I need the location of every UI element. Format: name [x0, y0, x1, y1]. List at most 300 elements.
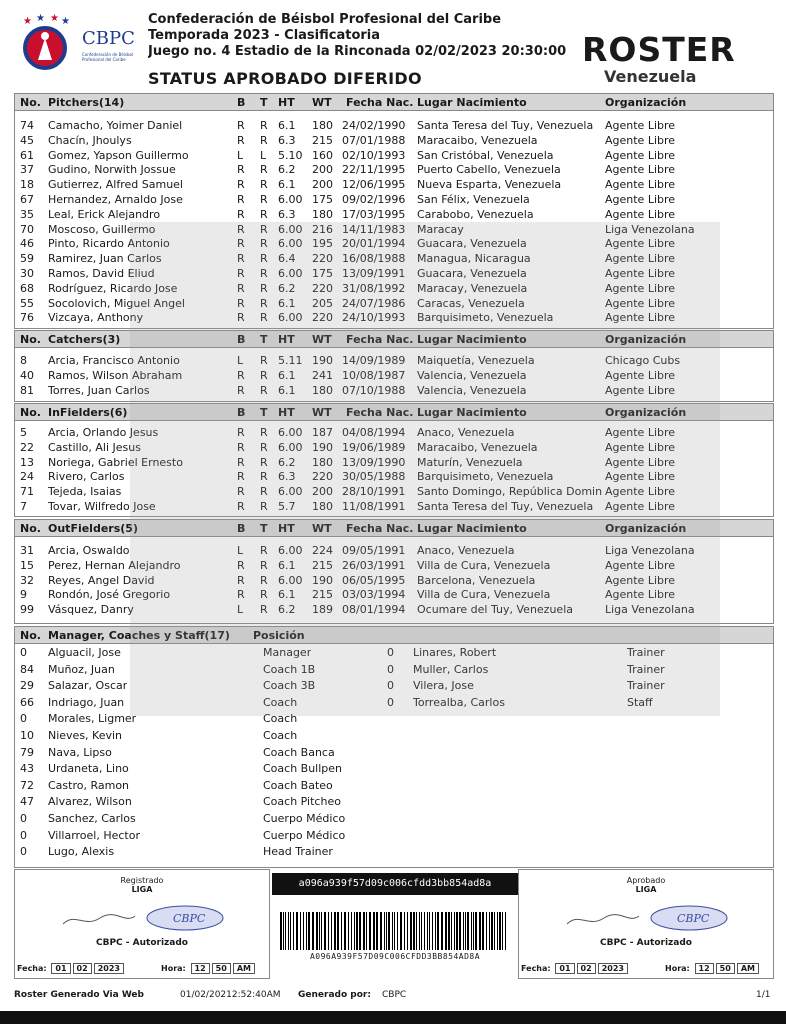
aprobado-label: Aprobado	[626, 876, 666, 885]
barcode-bar	[424, 912, 425, 950]
cell-fecha: 24/07/1986	[342, 296, 406, 310]
barcode-bar	[435, 912, 436, 950]
staff-row	[15, 712, 775, 727]
cell-name: Gutierrez, Alfred Samuel	[48, 178, 183, 192]
cell-no: 68	[20, 281, 34, 295]
barcode-bar	[471, 912, 472, 950]
table-row	[15, 603, 775, 618]
cell-t: R	[260, 237, 268, 251]
cell-t: R	[260, 368, 268, 382]
cell-t: R	[260, 207, 268, 221]
cell-wt: 175	[312, 267, 333, 280]
col-no: No.	[20, 96, 41, 109]
cell-ht: 6.00	[278, 544, 303, 557]
cell-name: Castillo, Ali Jesus	[48, 440, 141, 454]
staff-row	[15, 679, 775, 694]
section-title: Manager, Coaches y Staff(17)	[48, 629, 230, 642]
staff-position: Staff	[627, 695, 653, 709]
table-row	[15, 354, 775, 369]
cell-ht: 6.00	[278, 237, 303, 251]
cell-org: Agente Libre	[605, 573, 676, 587]
cell-b: R	[237, 440, 245, 454]
cell-lugar: Barcelona, Venezuela	[417, 573, 536, 587]
cell-fecha: 04/08/1994	[342, 426, 406, 439]
hora-ampm: AM	[737, 963, 759, 974]
cell-ht: 6.1	[278, 178, 296, 192]
cell-fecha: 17/03/1995	[342, 207, 406, 221]
staff-position: Head Trainer	[263, 845, 333, 859]
cell-name: Vásquez, Danry	[48, 603, 134, 617]
cell-ht: 6.00	[278, 311, 303, 325]
barcode-bar	[348, 912, 349, 950]
cell-no: 99	[20, 603, 34, 617]
staff-no: 0	[20, 712, 27, 726]
cell-name: Socolovich, Miguel Angel	[48, 296, 185, 310]
cell-no: 55	[20, 296, 34, 310]
cell-name: Torres, Juan Carlos	[48, 383, 150, 397]
autorizado-right: CBPC - Autorizado	[600, 938, 692, 948]
cell-t: R	[260, 354, 268, 367]
staff-row	[15, 696, 775, 711]
staff-no: 10	[20, 729, 34, 742]
table-row	[15, 369, 775, 384]
cell-fecha: 09/02/1996	[342, 193, 406, 206]
cell-name: Vizcaya, Anthony	[48, 311, 144, 325]
cell-b: R	[237, 455, 245, 469]
staff-position: Coach 3B	[263, 679, 316, 693]
cell-name: Ramos, Wilson Abraham	[48, 368, 183, 382]
cell-org: Agente Libre	[605, 281, 676, 295]
table-row	[15, 441, 775, 456]
barcode-bar	[491, 912, 493, 950]
staff-name: Torrealba, Carlos	[413, 695, 505, 709]
cell-no: 32	[20, 573, 34, 587]
cell-fecha: 24/02/1990	[342, 119, 406, 132]
cell-lugar: Santa Teresa del Tuy, Venezuela	[417, 500, 594, 513]
cell-ht: 6.00	[278, 440, 303, 454]
cell-fecha: 07/10/1988	[342, 383, 406, 397]
cell-ht: 5.10	[278, 148, 303, 162]
table-row	[15, 559, 775, 574]
col-lugar: Lugar Nacimiento	[417, 406, 527, 419]
cell-b: R	[237, 163, 245, 177]
table-row	[15, 544, 775, 559]
cell-b: R	[237, 252, 245, 266]
barcode-bar	[463, 912, 464, 950]
cell-ht: 6.00	[278, 193, 303, 206]
registrado-label: Registrado	[120, 876, 164, 885]
barcode-bar	[331, 912, 332, 950]
hora-hour: 12	[695, 963, 714, 974]
barcode-bar	[432, 912, 433, 950]
cell-org: Agente Libre	[605, 588, 676, 602]
cell-fecha: 07/01/1988	[342, 133, 406, 147]
cell-name: Arcia, Orlando Jesus	[48, 426, 159, 439]
barcode-bar	[421, 912, 422, 950]
barcode-bar	[499, 912, 501, 950]
col-org: Organización	[605, 522, 687, 535]
staff-position: Coach Bateo	[263, 778, 333, 792]
cell-lugar: Villa de Cura, Venezuela	[417, 588, 551, 602]
cell-t: R	[260, 485, 268, 499]
staff-name: Salazar, Oscar	[48, 679, 128, 693]
col-org: Organización	[605, 406, 687, 419]
cell-lugar: Maracaibo, Venezuela	[417, 133, 538, 147]
cell-b: L	[237, 603, 244, 617]
barcode-bar	[312, 912, 314, 950]
cell-wt: 220	[312, 311, 333, 325]
cell-lugar: Anaco, Venezuela	[417, 426, 515, 439]
cell-b: R	[237, 426, 245, 439]
staff-name: Urdaneta, Lino	[48, 762, 129, 776]
hora-hour: 12	[191, 963, 210, 974]
cell-lugar: Guacara, Venezuela	[417, 237, 527, 251]
cell-ht: 6.00	[278, 426, 303, 439]
outfielders-header	[14, 519, 774, 537]
barcode-bar	[290, 912, 291, 950]
infielders-table	[14, 421, 774, 517]
cell-fecha: 14/11/1983	[342, 222, 406, 236]
col-no: No.	[20, 333, 41, 346]
cell-wt: 180	[312, 455, 333, 469]
cell-org: Liga Venezolana	[605, 544, 695, 557]
cell-ht: 5.7	[278, 500, 296, 513]
cell-b: R	[237, 500, 245, 513]
cell-org: Agente Libre	[605, 470, 676, 484]
cell-lugar: Anaco, Venezuela	[417, 544, 515, 557]
staff-name: Muñoz, Juan	[48, 662, 115, 676]
barcode-bar	[489, 912, 490, 950]
cell-org: Agente Libre	[605, 383, 676, 397]
cell-fecha: 12/06/1995	[342, 178, 406, 192]
barcode-bar	[316, 912, 318, 950]
barcode-bar	[467, 912, 469, 950]
cell-wt: 215	[312, 558, 333, 572]
staff-row	[15, 829, 775, 844]
cell-fecha: 22/11/1995	[342, 163, 406, 177]
barcode-bar	[413, 912, 415, 950]
staff-name: Linares, Robert	[413, 646, 497, 659]
footer-generated-by-label: Generado por:	[298, 990, 371, 1000]
barcode-bar	[354, 912, 355, 950]
staff-row	[15, 729, 775, 744]
header-season: Temporada 2023 - Clasificatoria	[148, 28, 381, 43]
cell-b: R	[237, 178, 245, 192]
cell-ht: 5.11	[278, 354, 303, 367]
staff-name: Lugo, Alexis	[48, 845, 115, 859]
barcode-bar	[429, 912, 430, 950]
cell-org: Agente Libre	[605, 133, 676, 147]
infielders-header	[14, 403, 774, 421]
col-org: Organización	[605, 96, 687, 109]
svg-text:★: ★	[61, 16, 70, 27]
cell-lugar: Barquisimeto, Venezuela	[417, 470, 554, 484]
fecha-label: Fecha:	[17, 964, 47, 973]
cell-no: 70	[20, 222, 34, 236]
stamp-text: CBPC	[677, 912, 710, 925]
cell-no: 74	[20, 119, 34, 132]
cell-b: R	[237, 133, 245, 147]
catchers-table	[14, 348, 774, 402]
table-row	[15, 470, 775, 485]
col-wt: WT	[312, 96, 332, 109]
col-ht: HT	[278, 96, 295, 109]
staff-no: 84	[20, 662, 34, 676]
cell-t: R	[260, 193, 268, 206]
barcode-bar	[388, 912, 390, 950]
table-row	[15, 311, 775, 326]
cell-wt: 180	[312, 207, 333, 221]
barcode-bar	[404, 912, 405, 950]
registrado-liga: LIGA	[131, 885, 153, 894]
col-ht: HT	[278, 406, 295, 419]
cell-t: R	[260, 588, 268, 602]
cell-wt: 189	[312, 603, 333, 617]
bottom-bar	[0, 1011, 786, 1024]
cell-t: R	[260, 163, 268, 177]
section-title: OutFielders(5)	[48, 522, 138, 535]
cell-org: Agente Libre	[605, 193, 676, 206]
cell-ht: 6.1	[278, 296, 296, 310]
cell-t: R	[260, 252, 268, 266]
cell-b: L	[237, 544, 244, 557]
table-row	[15, 134, 775, 149]
col-org: Organización	[605, 333, 687, 346]
cell-ht: 6.1	[278, 119, 296, 132]
col-b: B	[237, 96, 246, 109]
table-row	[15, 208, 775, 223]
hora-minute: 50	[716, 963, 735, 974]
barcode-bar	[494, 912, 495, 950]
cell-org: Agente Libre	[605, 267, 676, 280]
col-no: No.	[20, 406, 41, 419]
cell-t: R	[260, 426, 268, 439]
cell-org: Liga Venezolana	[605, 603, 695, 617]
cell-lugar: Santo Domingo, República Domin	[417, 485, 603, 499]
cell-t: R	[260, 178, 268, 192]
col-ht: HT	[278, 333, 295, 346]
cell-t: R	[260, 311, 268, 325]
barcode-bar	[351, 912, 352, 950]
cell-b: R	[237, 558, 245, 572]
cell-t: R	[260, 500, 268, 513]
barcode-bar	[451, 912, 452, 950]
col-lugar: Lugar Nacimiento	[417, 522, 527, 535]
cell-b: R	[237, 267, 245, 280]
table-row	[15, 223, 775, 238]
staff-no: 47	[20, 795, 34, 809]
staff-position: Coach	[263, 729, 298, 742]
hora-left	[161, 963, 255, 974]
staff-no: 0	[387, 662, 394, 676]
barcode-bar	[380, 912, 382, 950]
cell-b: R	[237, 368, 245, 382]
fecha-year: 2023	[94, 963, 124, 974]
barcode-bar	[475, 912, 477, 950]
cell-org: Agente Libre	[605, 368, 676, 382]
col-fecha: Fecha Nac.	[346, 522, 414, 535]
staff-row	[15, 663, 775, 678]
cell-no: 8	[20, 354, 27, 367]
svg-text:★: ★	[23, 16, 32, 27]
barcode-bar	[419, 912, 420, 950]
cell-no: 7	[20, 500, 27, 513]
cell-fecha: 02/10/1993	[342, 148, 406, 162]
cell-wt: 180	[312, 383, 333, 397]
col-posicion: Posición	[253, 629, 305, 642]
cell-org: Agente Libre	[605, 311, 676, 325]
cell-no: 35	[20, 207, 34, 221]
col-no: No.	[20, 522, 41, 535]
fecha-month: 02	[577, 963, 596, 974]
logo-text: CBPC	[82, 28, 135, 49]
cell-name: Pinto, Ricardo Antonio	[48, 237, 170, 251]
cell-lugar: Carabobo, Venezuela	[417, 207, 534, 221]
cell-no: 30	[20, 267, 34, 280]
cell-wt: 180	[312, 500, 333, 513]
cell-fecha: 13/09/1991	[342, 267, 406, 280]
fecha-month: 02	[73, 963, 92, 974]
cell-wt: 190	[312, 354, 333, 367]
staff-position: Coach	[263, 695, 298, 709]
cell-lugar: Managua, Nicaragua	[417, 252, 531, 266]
footer-datetime: 01/02/20212:52:40AM	[180, 990, 281, 1000]
hora-label: Hora:	[161, 964, 186, 973]
barcode-bar	[486, 912, 487, 950]
table-row	[15, 485, 775, 500]
cell-no: 37	[20, 163, 34, 177]
barcode-bar	[394, 912, 395, 950]
barcode-bar	[437, 912, 439, 950]
staff-no: 29	[20, 679, 34, 693]
cell-ht: 6.4	[278, 252, 296, 266]
cell-ht: 6.00	[278, 222, 303, 236]
cell-fecha: 26/03/1991	[342, 558, 406, 572]
cell-wt: 220	[312, 252, 333, 266]
table-row	[15, 178, 775, 193]
status-label: STATUS APROBADO DIFERIDO	[148, 69, 422, 88]
cell-fecha: 19/06/1989	[342, 440, 406, 454]
barcode-bar	[296, 912, 298, 950]
cell-org: Agente Libre	[605, 485, 676, 499]
pitchers-header	[14, 93, 774, 111]
cell-org: Agente Libre	[605, 455, 676, 469]
cell-name: Reyes, Angel David	[48, 573, 155, 587]
cell-no: 15	[20, 558, 34, 572]
table-row	[15, 426, 775, 441]
cell-t: R	[260, 470, 268, 484]
cell-org: Liga Venezolana	[605, 222, 695, 236]
staff-no: 0	[387, 679, 394, 693]
autorizado-left: CBPC - Autorizado	[96, 938, 188, 948]
cell-name: Gomez, Yapson Guillermo	[48, 148, 189, 162]
cell-fecha: 24/10/1993	[342, 311, 406, 325]
col-wt: WT	[312, 333, 332, 346]
cell-ht: 6.00	[278, 485, 303, 499]
cell-org: Agente Libre	[605, 148, 676, 162]
staff-position: Coach Bullpen	[263, 762, 343, 776]
cell-t: R	[260, 296, 268, 310]
staff-no: 0	[20, 845, 27, 859]
cell-name: Camacho, Yoimer Daniel	[48, 119, 183, 132]
barcode-bar	[386, 912, 387, 950]
hora-label: Hora:	[665, 964, 690, 973]
cell-no: 5	[20, 426, 27, 439]
staff-position: Coach Banca	[263, 745, 335, 759]
staff-no: 0	[20, 828, 27, 842]
cell-name: Tejeda, Isaias	[48, 485, 122, 499]
staff-row	[15, 762, 775, 777]
col-t: T	[260, 406, 268, 419]
table-row	[15, 456, 775, 471]
table-row	[15, 237, 775, 252]
cell-lugar: Guacara, Venezuela	[417, 267, 527, 280]
staff-row	[15, 646, 775, 661]
cell-no: 61	[20, 148, 34, 162]
cell-org: Agente Libre	[605, 178, 676, 192]
barcode-text: A096A939F57D09C006CFDD3BB854AD8A	[309, 952, 481, 961]
col-no: No.	[20, 629, 41, 642]
hash-box: a096a939f57d09c006cfdd3bb854ad8a	[272, 873, 518, 895]
cell-fecha: 10/08/1987	[342, 368, 406, 382]
cell-lugar: Maracaibo, Venezuela	[417, 440, 538, 454]
cell-wt: 224	[312, 544, 333, 557]
barcode-bar	[359, 912, 361, 950]
barcode-bar	[356, 912, 358, 950]
cell-wt: 190	[312, 573, 333, 587]
cell-no: 71	[20, 485, 34, 499]
cell-wt: 160	[312, 148, 333, 162]
cell-b: R	[237, 470, 245, 484]
section-title: Pitchers(14)	[48, 96, 125, 109]
cell-org: Chicago Cubs	[605, 354, 681, 367]
barcode-bar	[319, 912, 320, 950]
table-row	[15, 252, 775, 267]
stamp-text: CBPC	[173, 912, 206, 925]
cell-wt: 241	[312, 368, 333, 382]
staff-position: Coach 1B	[263, 662, 316, 676]
fecha-day: 01	[51, 963, 70, 974]
barcode-bar	[288, 912, 289, 950]
cell-org: Agente Libre	[605, 207, 676, 221]
cell-ht: 6.00	[278, 573, 303, 587]
cell-lugar: Valencia, Venezuela	[417, 368, 527, 382]
staff-no: 66	[20, 695, 34, 709]
cell-org: Agente Libre	[605, 237, 676, 251]
hora-minute: 50	[212, 963, 231, 974]
cell-wt: 190	[312, 440, 333, 454]
cell-b: R	[237, 485, 245, 499]
cell-fecha: 28/10/1991	[342, 485, 406, 499]
cell-b: R	[237, 193, 245, 206]
staff-position: Trainer	[627, 679, 665, 693]
barcode	[280, 912, 510, 950]
cell-wt: 200	[312, 178, 333, 192]
cell-b: R	[237, 311, 245, 325]
cell-name: Leal, Erick Alejandro	[48, 207, 161, 221]
cell-wt: 195	[312, 237, 333, 251]
cell-t: R	[260, 440, 268, 454]
barcode-bar	[427, 912, 428, 950]
signature-stamp-left	[55, 904, 235, 934]
cell-lugar: Santa Teresa del Tuy, Venezuela	[417, 119, 594, 132]
col-t: T	[260, 522, 268, 535]
cell-wt: 187	[312, 426, 333, 439]
col-t: T	[260, 96, 268, 109]
aprobado-box	[518, 869, 774, 979]
fecha-day: 01	[555, 963, 574, 974]
col-lugar: Lugar Nacimiento	[417, 333, 527, 346]
